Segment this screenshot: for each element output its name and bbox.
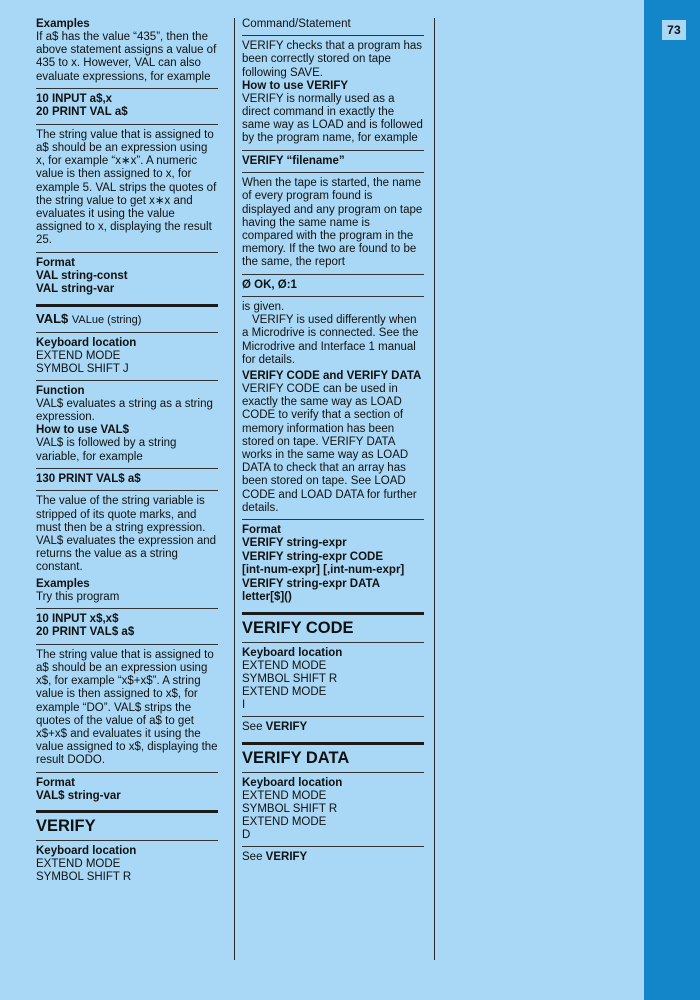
examples-text: If a$ has the value “435”, then the above statement assigns a value of 435 to x. However, VAL can also evaluate expressions, for example [36, 31, 217, 83]
rule [36, 644, 218, 645]
section-rule [242, 742, 424, 745]
format-heading: Format [36, 256, 75, 269]
howto-heading: How to use VERIFY [242, 79, 349, 92]
rule [242, 172, 424, 173]
format-heading: Format [242, 524, 281, 537]
rule [242, 150, 424, 151]
code-line: 10 INPUT x$,x$ [36, 612, 119, 625]
keyboard-location-heading: Keyboard location [242, 776, 343, 789]
explanation-text: The value of the string variable is stripped of its quote marks, and must then be a string expression. VAL$ evaluates the expression and returns the value as a string constant. [36, 495, 217, 574]
rule [242, 642, 424, 643]
howto-text: VERIFY is normally used as a direct command in exactly the same way as LOAD and is followed by the program name, for example [242, 92, 423, 145]
rule [242, 716, 424, 717]
keyword-title-verify-data: VERIFY DATA [242, 748, 350, 767]
keyboard-location-heading: Keyboard location [242, 646, 343, 659]
keyboard-location-line: SYMBOL SHIFT R [242, 802, 338, 815]
see-reference [242, 851, 424, 864]
rule [242, 846, 424, 847]
format-line: VERIFY string-expr DATA [242, 577, 381, 590]
format-line: VERIFY string-expr [242, 537, 347, 550]
code-line: 20 PRINT VAL$ a$ [36, 626, 135, 639]
report-code-line: Ø OK, Ø:1 [242, 278, 297, 291]
see-reference-text: See VERIFY [242, 851, 308, 864]
keyword-title-verify-code: VERIFY CODE [242, 618, 354, 637]
left-column [36, 18, 226, 978]
verify-description: VERIFY checks that a program has been correctly stored on tape following SAVE. [242, 40, 423, 79]
keyboard-location-line: D [242, 829, 251, 842]
examples-heading-2: Examples [36, 577, 90, 590]
explanation-text: The string value that is assigned to a$ should be an expression using x, for example “x∗x”. A numeric value is then assigned to x, for example 5. VAL strips the quotes of the string value to get x∗x and evaluates it using the value assigned to x, displaying the result 25. [36, 128, 217, 247]
page-number: 73 [662, 20, 686, 40]
rule [242, 274, 424, 275]
keyboard-location-line: SYMBOL SHIFT R [242, 672, 338, 685]
rule [36, 124, 218, 125]
code-line: VERIFY “filename” [242, 154, 345, 167]
keyboard-location-line: SYMBOL SHIFT J [36, 362, 129, 375]
keyword-title-verify: VERIFY [36, 817, 96, 836]
format-heading-2: Format [36, 776, 75, 789]
rule [36, 380, 218, 381]
function-text: VAL$ evaluates a string as a string expression. [36, 398, 213, 424]
rule [36, 88, 218, 89]
rule [36, 252, 218, 253]
function-heading: Function [36, 385, 85, 398]
keyboard-location-line: EXTEND MODE [242, 789, 327, 802]
keyboard-location-line: EXTEND MODE [36, 858, 121, 871]
explanation-text: is given. [242, 301, 285, 314]
keyboard-location-line: EXTEND MODE [36, 349, 121, 362]
rule [242, 772, 424, 773]
code-line: 130 PRINT VAL$ a$ [36, 472, 141, 485]
howto-text: VAL$ is followed by a string variable, for example [36, 437, 177, 463]
see-reference-text: See VERIFY [242, 721, 308, 734]
verify-code-data-heading: VERIFY CODE and VERIFY DATA [242, 370, 422, 383]
rule [36, 840, 218, 841]
keyboard-location-heading: Keyboard location [36, 336, 137, 349]
rule [242, 35, 424, 36]
section-rule [36, 810, 218, 813]
explanation-text: The string value that is assigned to a$ should be an expression using x$, for example “x$+x$”. A string value is then assigned to x$, for example “DO”. VAL$ strips the quotes of the value of a$ to get x$+x$ and evaluates it using the value assigned to x$, displaying the result DODO. [36, 648, 218, 767]
verify-code-data-text: VERIFY CODE can be used in exactly the same way as LOAD CODE to verify that a section of memory information has been stored on tape. VERIFY DATA works in the same way as LOAD DATA to check that an array has been stored on tape. See LOAD CODE and LOAD DATA for further details. [242, 383, 417, 514]
format-line: VAL string-const [36, 269, 128, 282]
keyboard-location-line: I [242, 699, 246, 712]
format-line: VERIFY string-expr CODE [242, 550, 384, 563]
two-column-body [36, 18, 436, 978]
code-line: 20 PRINT VAL a$ [36, 106, 128, 119]
rule [36, 608, 218, 609]
rule [36, 332, 218, 333]
rule [242, 519, 424, 520]
code-line: 10 INPUT a$,x [36, 92, 113, 105]
section-rule [36, 304, 218, 307]
format-line: [int-num-expr] [,int-num-expr] [242, 564, 405, 577]
rule [242, 296, 424, 297]
keyword-title-vals [36, 311, 218, 328]
keyboard-location-heading: Keyboard location [36, 845, 137, 858]
rule [36, 468, 218, 469]
format-line: VAL$ string-var [36, 789, 121, 802]
examples-heading: Examples [36, 18, 90, 30]
rule [36, 772, 218, 773]
command-statement-label: Command/Statement [242, 18, 351, 30]
keyboard-location-line: EXTEND MODE [242, 659, 327, 672]
keyboard-location-line: EXTEND MODE [242, 686, 327, 698]
keyword-name: VAL$ [36, 310, 69, 326]
keyboard-location-line: EXTEND MODE [242, 816, 327, 829]
see-reference [242, 721, 424, 734]
keyword-expansion: VALue (string) [71, 313, 142, 326]
examples-text-2: Try this program [36, 590, 120, 603]
format-line: VAL string-var [36, 283, 115, 296]
section-rule [242, 612, 424, 615]
explanation-text: When the tape is started, the name of every program found is displayed and any program on tape having the same name is compared with the program in the memory. If the two are found to be the same, the report [242, 177, 423, 269]
rule [36, 490, 218, 491]
howto-heading: How to use VAL$ [36, 424, 130, 437]
explanation-text: VERIFY is used differently when a Microdrive is connected. See the Microdrive and Interface 1 manual for details. [242, 314, 419, 366]
right-column [226, 18, 424, 978]
page-accent-band [644, 0, 700, 1000]
keyboard-location-line: SYMBOL SHIFT R [36, 871, 132, 884]
format-line: letter[$]() [242, 591, 292, 604]
